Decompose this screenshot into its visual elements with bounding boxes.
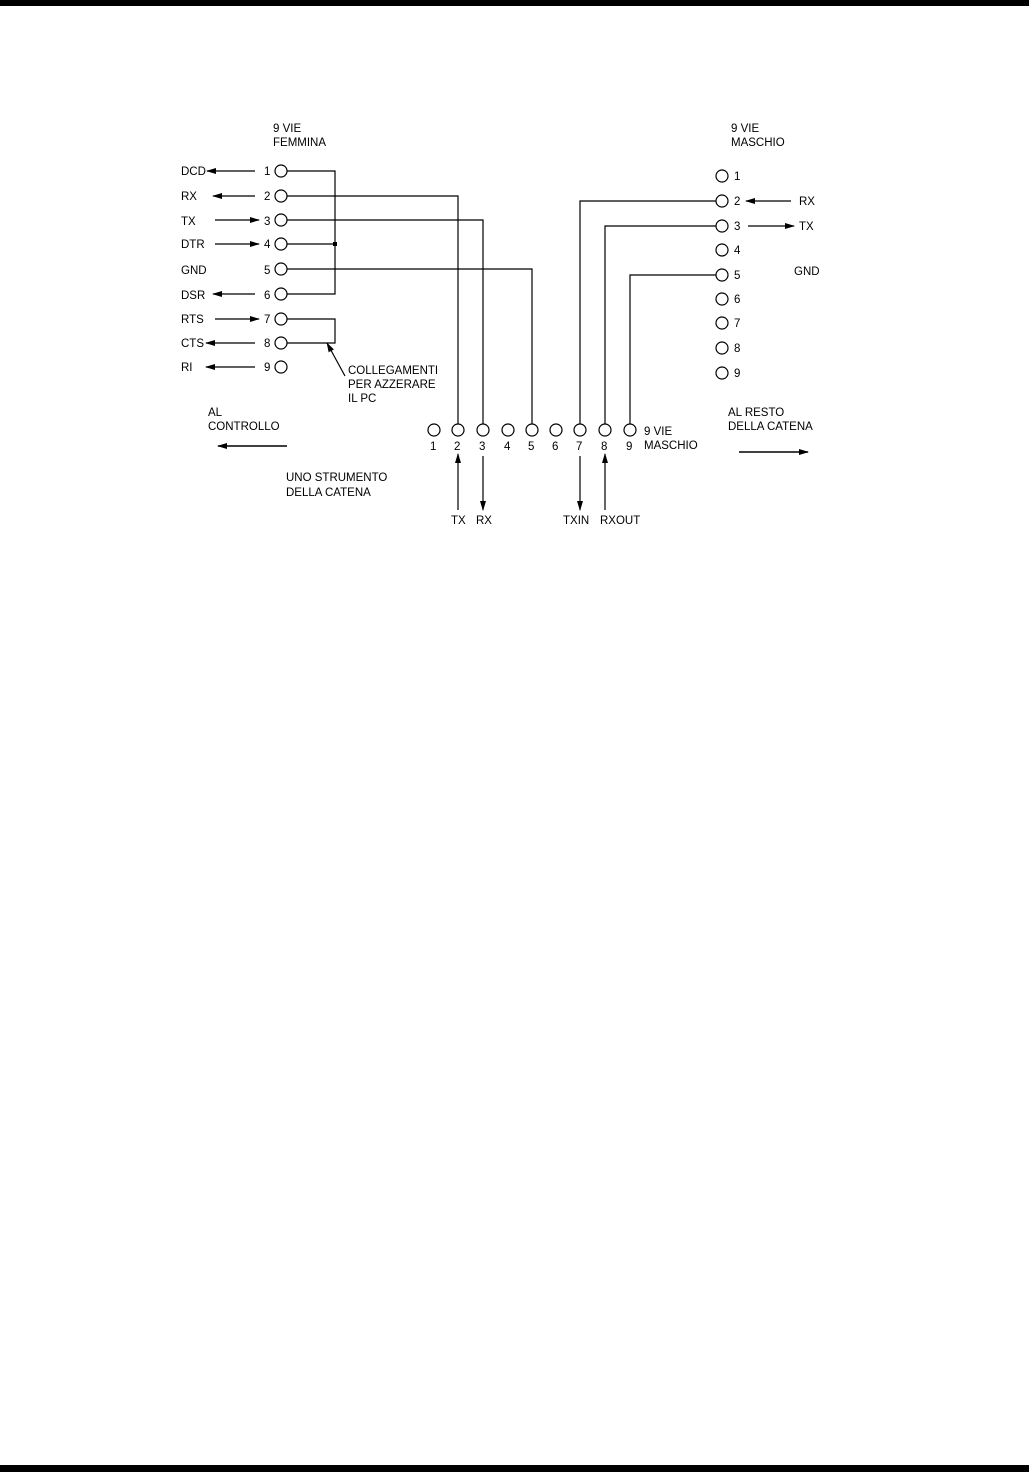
- bottom-connector-title-1: 9 VIE: [644, 426, 673, 438]
- female-pin-4: [275, 238, 287, 250]
- male-connector-right: [716, 123, 820, 380]
- bottom-pin-number-5: 5: [528, 441, 535, 453]
- loopback-wiring: [287, 171, 345, 376]
- female-signal-dtr: DTR: [181, 239, 205, 251]
- junction-dot: [333, 242, 337, 246]
- bottom-signal-rxout: RXOUT: [600, 515, 641, 527]
- wire-dcd-dsr-loop: [287, 171, 335, 294]
- female-signal-cts: CTS: [181, 338, 204, 350]
- female-pin-number-7: 7: [264, 314, 271, 326]
- female-pin-8: [275, 337, 287, 349]
- male-right-pin-number-9: 9: [734, 368, 741, 380]
- male-right-pin-number-7: 7: [734, 318, 741, 330]
- reset-note-line-1: COLLEGAMENTI: [348, 365, 439, 377]
- female-pin-number-2: 2: [264, 191, 271, 203]
- male-right-pin-number-5: 5: [734, 270, 741, 282]
- female-pin-number-5: 5: [264, 265, 271, 277]
- bottom-pin-number-8: 8: [601, 441, 608, 453]
- bottom-pin-number-3: 3: [479, 441, 486, 453]
- bottom-pin-number-1: 1: [430, 441, 437, 453]
- female-pin-number-6: 6: [264, 290, 271, 302]
- female-signal-gnd: GND: [181, 265, 207, 277]
- bottom-pin-8: [599, 424, 611, 436]
- male-right-pin-1: [716, 170, 728, 182]
- to-chain-annotation: [728, 407, 813, 452]
- male-right-pin-9: [716, 367, 728, 379]
- bottom-connector-title-2: MASCHIO: [644, 440, 698, 452]
- female-pin-number-3: 3: [264, 216, 271, 228]
- instrument-label-line-1: UNO STRUMENTO: [286, 472, 388, 484]
- bottom-border: [0, 1465, 1029, 1472]
- bottom-pin-2: [452, 424, 464, 436]
- reset-links-pointer-arrow: [327, 343, 345, 376]
- male-right-label-rx: RX: [799, 196, 815, 208]
- bottom-pin-1: [428, 424, 440, 436]
- female-signal-rts: RTS: [181, 314, 204, 326]
- female-pin-2: [275, 190, 287, 202]
- male-right-pin-7: [716, 317, 728, 329]
- female-signal-rx: RX: [181, 191, 197, 203]
- female-pin-number-8: 8: [264, 338, 271, 350]
- male-right-pin-5: [716, 269, 728, 281]
- female-connector-title-1: 9 VIE: [273, 123, 302, 135]
- to-controller-line-1: AL: [208, 407, 223, 419]
- female-pin-7: [275, 313, 287, 325]
- bottom-pin-6: [550, 424, 562, 436]
- female-connector: [181, 123, 326, 374]
- female-pin-number-4: 4: [264, 239, 271, 251]
- male-right-pin-number-3: 3: [734, 221, 741, 233]
- female-signal-tx: TX: [181, 216, 196, 228]
- bottom-pin-number-9: 9: [626, 441, 633, 453]
- female-pin-number-9: 9: [264, 362, 271, 374]
- bottom-pin-4: [502, 424, 514, 436]
- male-connector-bottom: [428, 424, 698, 527]
- bottom-pin-9: [624, 424, 636, 436]
- wire-tx-to-bottom-3: [287, 220, 483, 424]
- bottom-pin-number-4: 4: [504, 441, 511, 453]
- female-signal-dsr: DSR: [181, 290, 206, 302]
- male-right-title-1: 9 VIE: [731, 123, 760, 135]
- female-signal-ri: RI: [181, 362, 193, 374]
- to-chain-line-1: AL RESTO: [728, 407, 785, 419]
- male-right-pin-number-8: 8: [734, 343, 741, 355]
- to-chain-line-2: DELLA CATENA: [728, 421, 813, 433]
- male-right-pin-number-1: 1: [734, 171, 741, 183]
- reset-note-line-2: PER AZZERARE: [348, 379, 436, 391]
- male-right-label-gnd: GND: [794, 266, 820, 278]
- bottom-signal-rx: RX: [476, 515, 492, 527]
- reset-note-line-3: IL PC: [348, 393, 377, 405]
- male-right-pin-number-6: 6: [734, 294, 741, 306]
- bottom-pin-number-2: 2: [454, 441, 461, 453]
- female-pin-5: [275, 263, 287, 275]
- female-pin-6: [275, 288, 287, 300]
- bottom-pin-5: [526, 424, 538, 436]
- wire-rts-cts-loop: [287, 319, 335, 343]
- bottom-pin-number-7: 7: [576, 441, 583, 453]
- female-signal-dcd: DCD: [181, 166, 206, 178]
- bottom-signal-tx: TX: [451, 515, 466, 527]
- wire-gnd-to-bottom-5: [287, 269, 532, 424]
- to-controller-line-2: CONTROLLO: [208, 421, 280, 433]
- to-controller-annotation: [208, 407, 287, 446]
- wire-right-5-to-bottom-9: [630, 275, 716, 424]
- instrument-label-line-2: DELLA CATENA: [286, 487, 371, 499]
- female-pin-3: [275, 214, 287, 226]
- wire-right-2-to-bottom-7: [580, 201, 716, 424]
- male-right-pin-number-4: 4: [734, 245, 741, 257]
- male-right-pin-4: [716, 244, 728, 256]
- male-right-label-tx: TX: [799, 221, 814, 233]
- wire-right-3-to-bottom-8: [605, 226, 716, 424]
- female-pin-1: [275, 165, 287, 177]
- bottom-pin-7: [574, 424, 586, 436]
- male-right-title-2: MASCHIO: [731, 137, 785, 149]
- male-right-pin-2: [716, 195, 728, 207]
- bottom-signal-txin: TXIN: [563, 515, 590, 527]
- bottom-pin-number-6: 6: [552, 441, 559, 453]
- male-right-pin-3: [716, 220, 728, 232]
- female-pin-number-1: 1: [264, 166, 271, 178]
- right-to-bottom-wiring: [580, 201, 716, 424]
- bottom-pin-3: [477, 424, 489, 436]
- female-pin-9: [275, 361, 287, 373]
- female-connector-title-2: FEMMINA: [273, 137, 327, 149]
- male-right-pin-number-2: 2: [734, 196, 741, 208]
- male-right-pin-6: [716, 293, 728, 305]
- male-right-pin-8: [716, 342, 728, 354]
